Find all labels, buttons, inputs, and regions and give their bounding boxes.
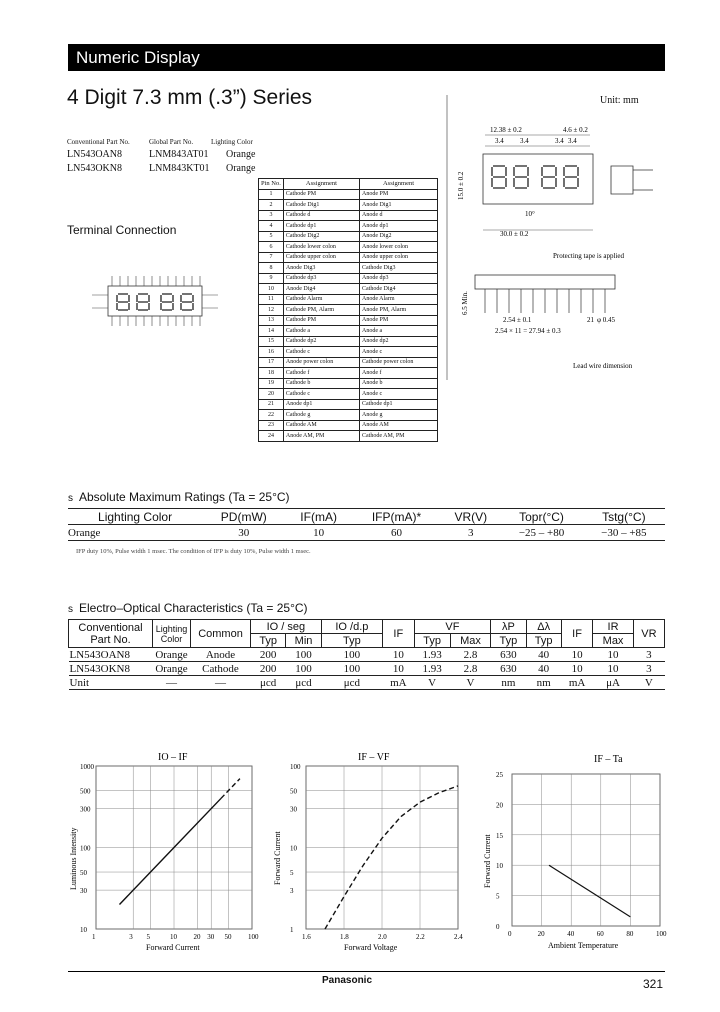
x-tick-label: 2.0	[378, 933, 387, 941]
x-tick-label: 20	[537, 930, 545, 938]
chart-grid	[80, 763, 259, 941]
terminal-connection-diagram	[82, 266, 242, 336]
abs-max-title: s Absolute Maximum Ratings (Ta = 25°C)	[68, 490, 290, 504]
table-row: 8 Anode Dig3 Cathode Dig3	[259, 263, 438, 274]
x-tick-label: 1	[92, 933, 96, 941]
table-row: 20 Cathode c Anode c	[259, 389, 438, 400]
dim-label: 3.4	[495, 137, 504, 145]
part-row: LN543OKN8 LNM843KT01 Orange	[67, 163, 256, 174]
dim-label: 15.0 ± 0.2	[457, 171, 465, 200]
y-tick-label: 20	[496, 801, 503, 810]
lead-frame	[475, 275, 615, 289]
y-tick-label: 50	[80, 869, 87, 878]
x-tick-label: 100	[248, 933, 259, 941]
x-tick-label: 3	[129, 933, 133, 941]
y-tick-label: 1	[290, 926, 294, 934]
y-tick-label: 5	[496, 892, 500, 901]
y-axis-label: Forward Current	[273, 831, 282, 885]
dim-label: 3.4	[555, 137, 564, 145]
abs-max-table	[68, 508, 665, 541]
table-row: 22 Cathode g Anode g	[259, 410, 438, 421]
dim-label: φ 0.45	[597, 316, 616, 324]
electro-header-1: Conventional Part No. Lighting Color Common IO / seg IO /d.p IF VF λP Δλ IF IR VR	[69, 620, 665, 634]
series-line	[119, 798, 220, 904]
brand-logo: Panasonic	[322, 975, 373, 986]
dim-label: 2.54 × 11 = 27.94 ± 0.3	[495, 327, 561, 335]
table-row: 17 Anode power colon Cathode power colon	[259, 357, 438, 368]
table-row: 2 Cathode Dig1 Anode Dig1	[259, 200, 438, 211]
dim-label: 2.54 ± 0.1	[503, 316, 532, 324]
display-body	[483, 154, 593, 204]
chart-grid	[290, 763, 463, 941]
table-row: 12 Cathode PM, Alarm Anode PM, Alarm	[259, 305, 438, 316]
x-tick-label: 20	[193, 933, 201, 941]
page-number: 321	[643, 977, 664, 991]
x-tick-label: 5	[146, 933, 151, 941]
y-tick-label: 10	[496, 862, 503, 871]
table-row: 5 Cathode Dig2 Anode Dig2	[259, 231, 438, 242]
abs-max-header: Lighting Color PD(mW) IF(mA) IFP(mA)* VR(V) Topr(°C) Tstg(°C)	[68, 509, 665, 525]
chart-if-ta	[476, 750, 676, 960]
chart-io-if	[66, 750, 266, 960]
col-assignment-b: Assignment	[360, 179, 438, 190]
table-row: 24 Anode AM, PM Cathode AM, PM	[259, 431, 438, 442]
x-axis-label: Forward Voltage	[344, 943, 398, 952]
y-axis-label: Luminous Intensity	[69, 827, 78, 890]
y-tick-label: 30	[80, 887, 87, 896]
x-tick-label: 40	[567, 930, 575, 938]
x-tick-label: 1.8	[340, 933, 349, 941]
electro-header-2: Typ Min Typ Typ Max Typ Typ Max	[69, 634, 665, 648]
series-line	[549, 865, 630, 917]
side-view	[611, 166, 653, 194]
x-tick-label: 30	[207, 933, 215, 941]
dim-label: 3.4	[520, 137, 529, 145]
y-tick-label: 500	[80, 787, 91, 796]
table-row: 4 Cathode dp1 Anode dp1	[259, 221, 438, 232]
chart-if-vf	[270, 750, 470, 960]
dim-label: 10°	[525, 210, 535, 218]
electro-table	[68, 619, 665, 690]
x-tick-label: 2.4	[454, 933, 463, 941]
digit-outline	[117, 294, 193, 310]
dim-label: 4.6 ± 0.2	[563, 126, 588, 134]
y-tick-label: 3	[290, 887, 294, 896]
col-assignment-a: Assignment	[283, 179, 359, 190]
table-row: 3 Cathode d Anode d	[259, 210, 438, 221]
table-row: LN543OKN8 Orange Cathode 200 100 100 10 1.93 2.8 630 40 10 10 3	[69, 662, 665, 676]
dim-label: 30.0 ± 0.2	[500, 230, 529, 238]
lead-wire-note: Lead wire dimension	[573, 362, 633, 370]
table-row: Unit — — μcd μcd μcd mA V V nm nm mA μA V	[69, 676, 665, 690]
y-tick-label: 30	[290, 805, 297, 814]
chart-title: IO – IF	[158, 752, 188, 763]
x-tick-label: 1.6	[302, 933, 311, 941]
table-row: 6 Cathode lower colon Anode lower colon	[259, 242, 438, 253]
series-line-dashed	[221, 779, 240, 799]
table-row: 16 Cathode c Anode c	[259, 347, 438, 358]
terminal-table-header	[259, 179, 438, 190]
series-title: 4 Digit 7.3 mm (.3”) Series	[67, 86, 313, 109]
x-tick-label: 50	[224, 933, 232, 941]
dim-label: 12.38 ± 0.2	[490, 126, 522, 134]
protecting-tape-note: Protecting tape is applied	[553, 252, 624, 260]
y-tick-label: 10	[80, 926, 87, 934]
series-line-dashed	[325, 786, 458, 929]
table-row: 15 Cathode dp2 Anode dp2	[259, 336, 438, 347]
y-tick-label: 5	[290, 869, 294, 878]
x-tick-label: 80	[626, 930, 634, 938]
table-row: 11 Cathode Alarm Anode Alarm	[259, 294, 438, 305]
part-list: Conventional Part No. Global Part No. Lighting Color LN543OAN8 LNM843AT01 Orange LN543OKN8 LNM843KT01 Orange	[67, 138, 256, 174]
dim-label: 21	[587, 316, 594, 324]
y-tick-label: 50	[290, 787, 297, 796]
x-tick-label: 2.2	[416, 933, 425, 941]
plot-area	[512, 774, 660, 926]
x-tick-label: 10	[170, 933, 177, 941]
x-axis-label: Ambient Temperature	[548, 941, 619, 950]
terminal-table	[258, 178, 438, 442]
y-tick-label: 0	[496, 923, 500, 931]
y-axis-label: Forward Current	[483, 834, 492, 888]
dimension-drawing	[445, 90, 667, 380]
chart-title: IF – Ta	[594, 754, 623, 765]
y-tick-label: 300	[80, 805, 91, 814]
dim-label: 6.5 Min.	[461, 291, 469, 315]
electro-title: s Electro–Optical Characteristics (Ta = 25°C)	[68, 601, 308, 615]
table-row: 23 Cathode AM Anode AM	[259, 420, 438, 431]
terminal-table-body	[259, 189, 438, 441]
y-tick-label: 100	[80, 844, 91, 853]
table-row: LN543OAN8 Orange Anode 200 100 100 10 1.93 2.8 630 40 10 10 3	[69, 648, 665, 662]
y-tick-label: 15	[496, 831, 503, 840]
abs-max-row: Orange 30 10 60 3 −25 – +80 −30 – +85	[68, 525, 665, 541]
table-row: 18 Cathode f Anode f	[259, 368, 438, 379]
table-row: 13 Cathode PM Anode PM	[259, 315, 438, 326]
unit-label: Unit: mm	[600, 95, 639, 106]
table-row: 1 Cathode PM Anode PM	[259, 189, 438, 200]
x-axis-label: Forward Current	[146, 943, 200, 952]
table-row: 7 Cathode upper colon Anode upper colon	[259, 252, 438, 263]
chart-title: IF – VF	[358, 752, 390, 763]
table-row: 14 Cathode a Anode a	[259, 326, 438, 337]
footer-rule	[68, 971, 665, 972]
abs-max-note: IFP duty 10%, Pulse width 1 msec. The condition of IFP is duty 10%, Pulse width 1 msec.	[76, 548, 311, 555]
terminal-connection-title: Terminal Connection	[67, 223, 177, 237]
col-pin-no: Pin No.	[259, 179, 284, 190]
x-tick-label: 100	[656, 930, 667, 938]
y-tick-label: 10	[290, 844, 297, 853]
table-row: 10 Anode Dig4 Cathode Dig4	[259, 284, 438, 295]
y-tick-label: 1000	[80, 763, 94, 771]
chart-grid	[496, 771, 667, 938]
page-banner: Numeric Display	[68, 44, 665, 71]
table-row: 21 Anode dp1 Cathode dp1	[259, 399, 438, 410]
y-tick-label: 100	[290, 763, 301, 771]
part-row: LN543OAN8 LNM843AT01 Orange	[67, 149, 256, 160]
table-row: 9 Cathode dp3 Anode dp3	[259, 273, 438, 284]
electro-table-body	[69, 648, 665, 690]
y-tick-label: 25	[496, 771, 503, 779]
dim-label: 3.4	[568, 137, 577, 145]
x-tick-label: 60	[596, 930, 604, 938]
x-tick-label: 0	[508, 930, 512, 938]
table-row: 19 Cathode b Anode b	[259, 378, 438, 389]
